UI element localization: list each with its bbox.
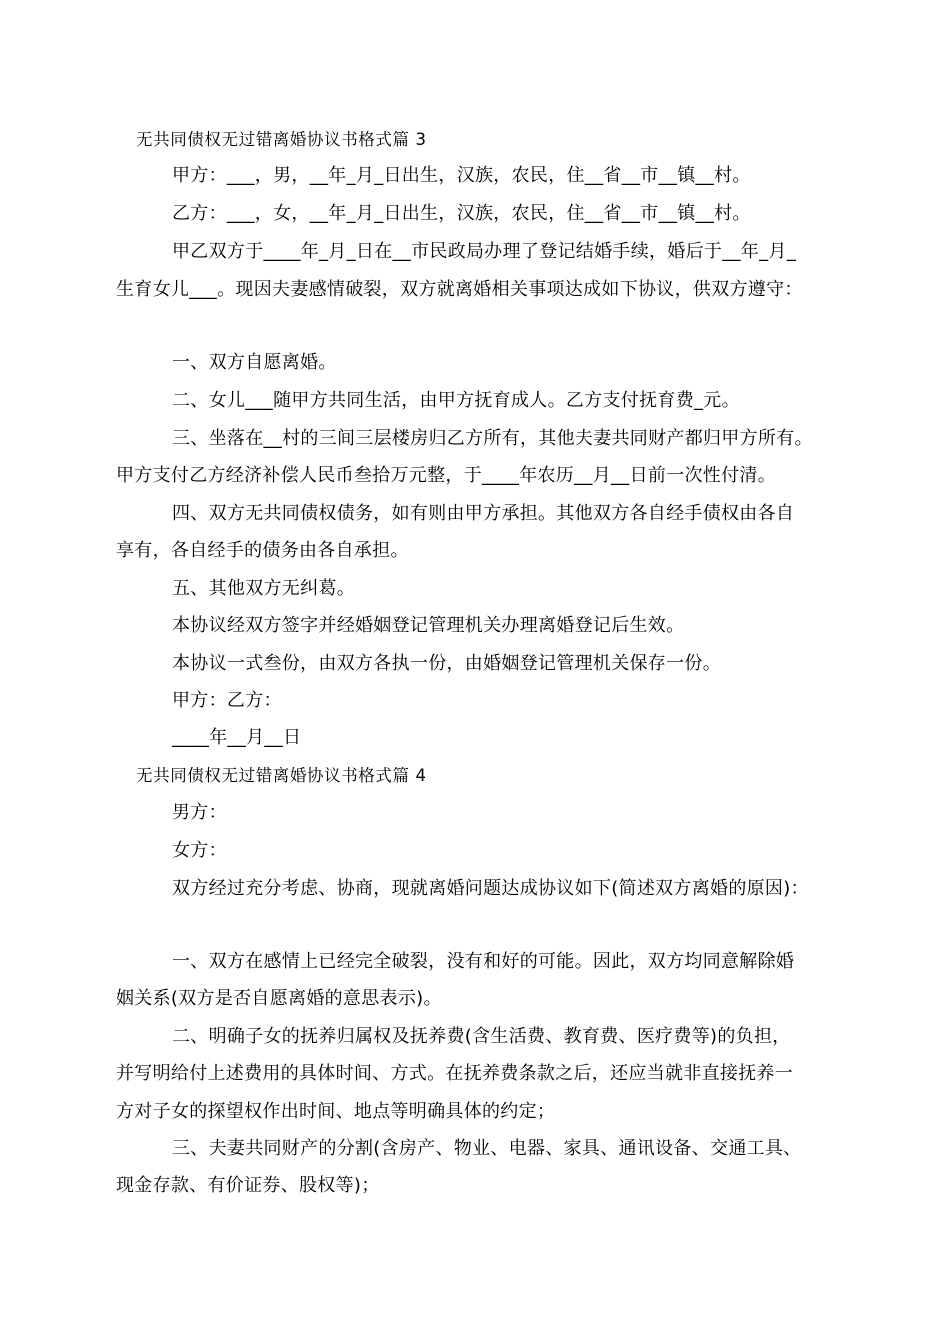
paragraph-line: 并写明给付上述费用的具体时间、方式。在抚养费条款之后，还应当就非直接抚养一 — [116, 1063, 794, 1084]
paragraph-line: 双方经过充分考虑、协商，现就离婚问题达成协议如下(简述双方离婚的原因)： — [172, 878, 809, 899]
clause-1: 一、双方自愿离婚。 — [172, 352, 337, 373]
paragraph-line: 生育女儿___。现因夫妻感情破裂，双方就离婚相关事项达成如下协议，供双方遵守： — [116, 279, 803, 300]
clause-2: 二、女儿___随甲方共同生活，由甲方抚育成人。乙方支付抚育费_元。 — [172, 390, 740, 411]
signature-line: 甲方：乙方： — [172, 690, 282, 711]
male-party-label: 男方： — [172, 802, 227, 823]
date-line: ____年__月__日 — [172, 727, 302, 748]
copies-clause: 本协议一式叁份，由双方各执一份，由婚姻登记管理机关保存一份。 — [172, 653, 721, 674]
female-party-label: 女方： — [172, 840, 227, 861]
clause-2: 二、明确子女的抚养归属权及抚养费(含生活费、教育费、医疗费等)的负担， — [172, 1026, 791, 1047]
clause-3: 三、坐落在__村的三间三层楼房归乙方所有，其他夫妻共同财产都归甲方所有。 — [172, 428, 813, 449]
party-b-info: 乙方：___，女，__年_月_日出生，汉族，农民，住__省__市__镇__村。 — [172, 203, 751, 224]
effective-clause: 本协议经双方签字并经婚姻登记管理机关办理离婚登记后生效。 — [172, 615, 685, 636]
clause-3: 三、夫妻共同财产的分割(含房产、物业、电器、家具、通讯设备、交通工具、 — [172, 1138, 802, 1159]
section-heading-4: 无共同债权无过错离婚协议书格式篇 4 — [136, 766, 427, 785]
paragraph-line: 现金存款、有价证券、股权等)； — [116, 1175, 380, 1196]
paragraph-line: 甲方支付乙方经济补偿人民币叁拾万元整，于____年农历__月__日前一次性付清。 — [116, 465, 776, 486]
paragraph-line: 方对子女的探望权作出时间、地点等明确具体的约定； — [116, 1101, 556, 1122]
paragraph-line: 甲乙双方于____年_月_日在__市民政局办理了登记结婚手续，婚后于__年_月_ — [172, 241, 796, 262]
clause-5: 五、其他双方无纠葛。 — [172, 578, 355, 599]
paragraph-line: 享有，各自经手的债务由各自承担。 — [116, 540, 409, 561]
clause-4: 四、双方无共同债权债务，如有则由甲方承担。其他双方各自经手债权由各自 — [172, 503, 795, 524]
paragraph-line: 姻关系(双方是否自愿离婚的意思表示)。 — [116, 988, 442, 1009]
clause-1: 一、双方在感情上已经完全破裂，没有和好的可能。因此，双方均同意解除婚 — [172, 951, 795, 972]
section-heading-3: 无共同债权无过错离婚协议书格式篇 3 — [136, 130, 427, 149]
party-a-info: 甲方：___，男，__年_月_日出生，汉族，农民，住__省__市__镇__村。 — [172, 165, 751, 186]
